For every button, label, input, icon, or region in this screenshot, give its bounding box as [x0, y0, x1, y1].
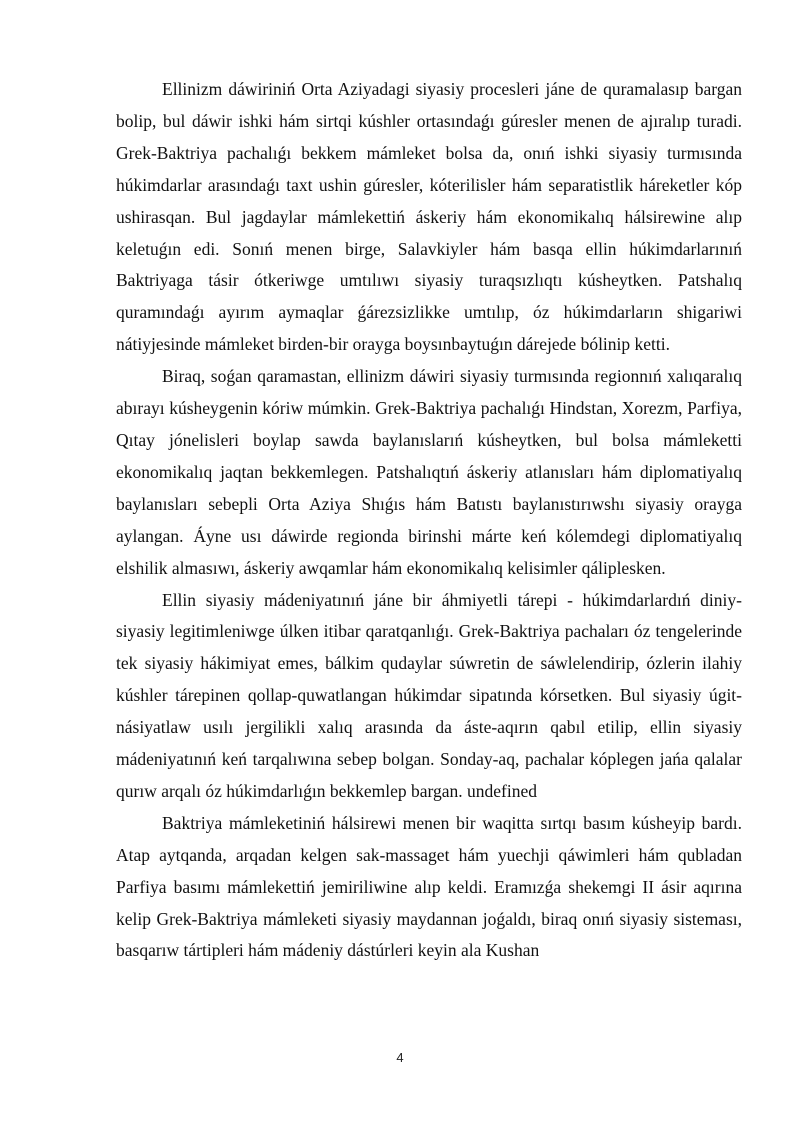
- paragraph-3: Ellin siyasiy mádeniyatınıń jáne bir áhmiyetli tárepi - húkimdarlardıń diniy-siyasiy legitimleniwge úlken itibar qaratqanlıǵı. Grek-Baktriya pachaları óz tengelerinde tek siyasiy hákimiyat emes, bálkim qudaylar súwretin de sáwlelendirip, ózlerin ilahiy kúshler tárepinen qollap-quwatlangan húkimdar sipatında kórsetken. Bul siyasiy úgit-násiyatlaw usılı jergilikli xalıq arasında da áste-aqırın qabıl etilip, ellin siyasiy mádeniyatınıń keń tarqalıwına sebep bolgan. Sonday-aq, pachalar kóplegen jańa qalalar qurıw arqalı óz húkimdarlıǵın bekkemlep bargan. undefined: [116, 589, 742, 801]
- paragraph-2: Biraq, soǵan qaramastan, ellinizm dáwiri siyasiy turmısında regionnıń xalıqaralıq abırayı kúsheygenin kóriw múmkin. Grek-Baktriya pachalıǵı Hindstan, Xorezm, Parfiya, Qıtay jónelisleri boylap sawda baylanıslarıń kúsheytken, bul bolsa mámleketti ekonomikalıq jaqtan bekkemlegen. Patshalıqtıń áskeriy atlanısları hám diplomatiyalıq baylanısları sebepli Orta Aziya Shıǵıs hám Batıstı baylanıstırıwshı siyasiy orayga aylangan. Áyne usı dáwirde regionda birinshi márte keń kólemdegi diplomatiyalıq elshilik almasıwı, áskeriy awqamlar hám ekonomikalıq kelisimler qáliplesken.: [116, 366, 742, 578]
- document-body: [116, 74, 742, 967]
- page-number: 4: [396, 1050, 404, 1065]
- paragraph-1: Ellinizm dáwiriniń Orta Aziyadagi siyasiy procesleri jáne de quramalasıp bargan bolip, bul dáwir ishki hám sirtqi kúshler ortasındaǵı gúresler menen de ajıralıp turadi. Grek-Baktriya pachalıǵı bekkem mámleket bolsa da, onıń ishki siyasiy turmısında húkimdarlar arasındaǵı taxt ushin gúresler, kóterilisler hám separatistlik háreketler kóp ushirasqan. Bul jagdaylar mámlekettiń áskeriy hám ekonomikalıq hálsirewine alıp keletuǵın edi. Sonıń menen birge, Salavkiyler hám basqa ellin húkimdarlarınıń Baktriyaga tásir ótkeriwge umtılıwı siyasiy turaqsızlıqtı kúsheytken. Patshalıq quramındaǵı ayırım aymaqlar ǵárezsizlikke umtılıp, óz húkimdarların shigariwi nátiyjesinde mámleket birden-bir orayga boysınbaytuǵın dárejede bólinip ketti.: [116, 79, 742, 355]
- paragraph-4: Baktriya mámleketiniń hálsirewi menen bir waqitta sırtqı basım kúsheyip bardı. Atap aytqanda, arqadan kelgen sak-massaget hám yuechji qáwimleri hám qubladan Parfiya basımı mámlekettiń jemiriliwine alıp keldi. Eramızǵa shekemgi II ásir aqırına kelip Grek-Baktriya mámleketi siyasiy maydannan joǵaldı, biraq onıń siyasiy sisteması, basqarıw tártipleri hám mádeniy dástúrleri keyin ala Kushan: [116, 812, 742, 961]
